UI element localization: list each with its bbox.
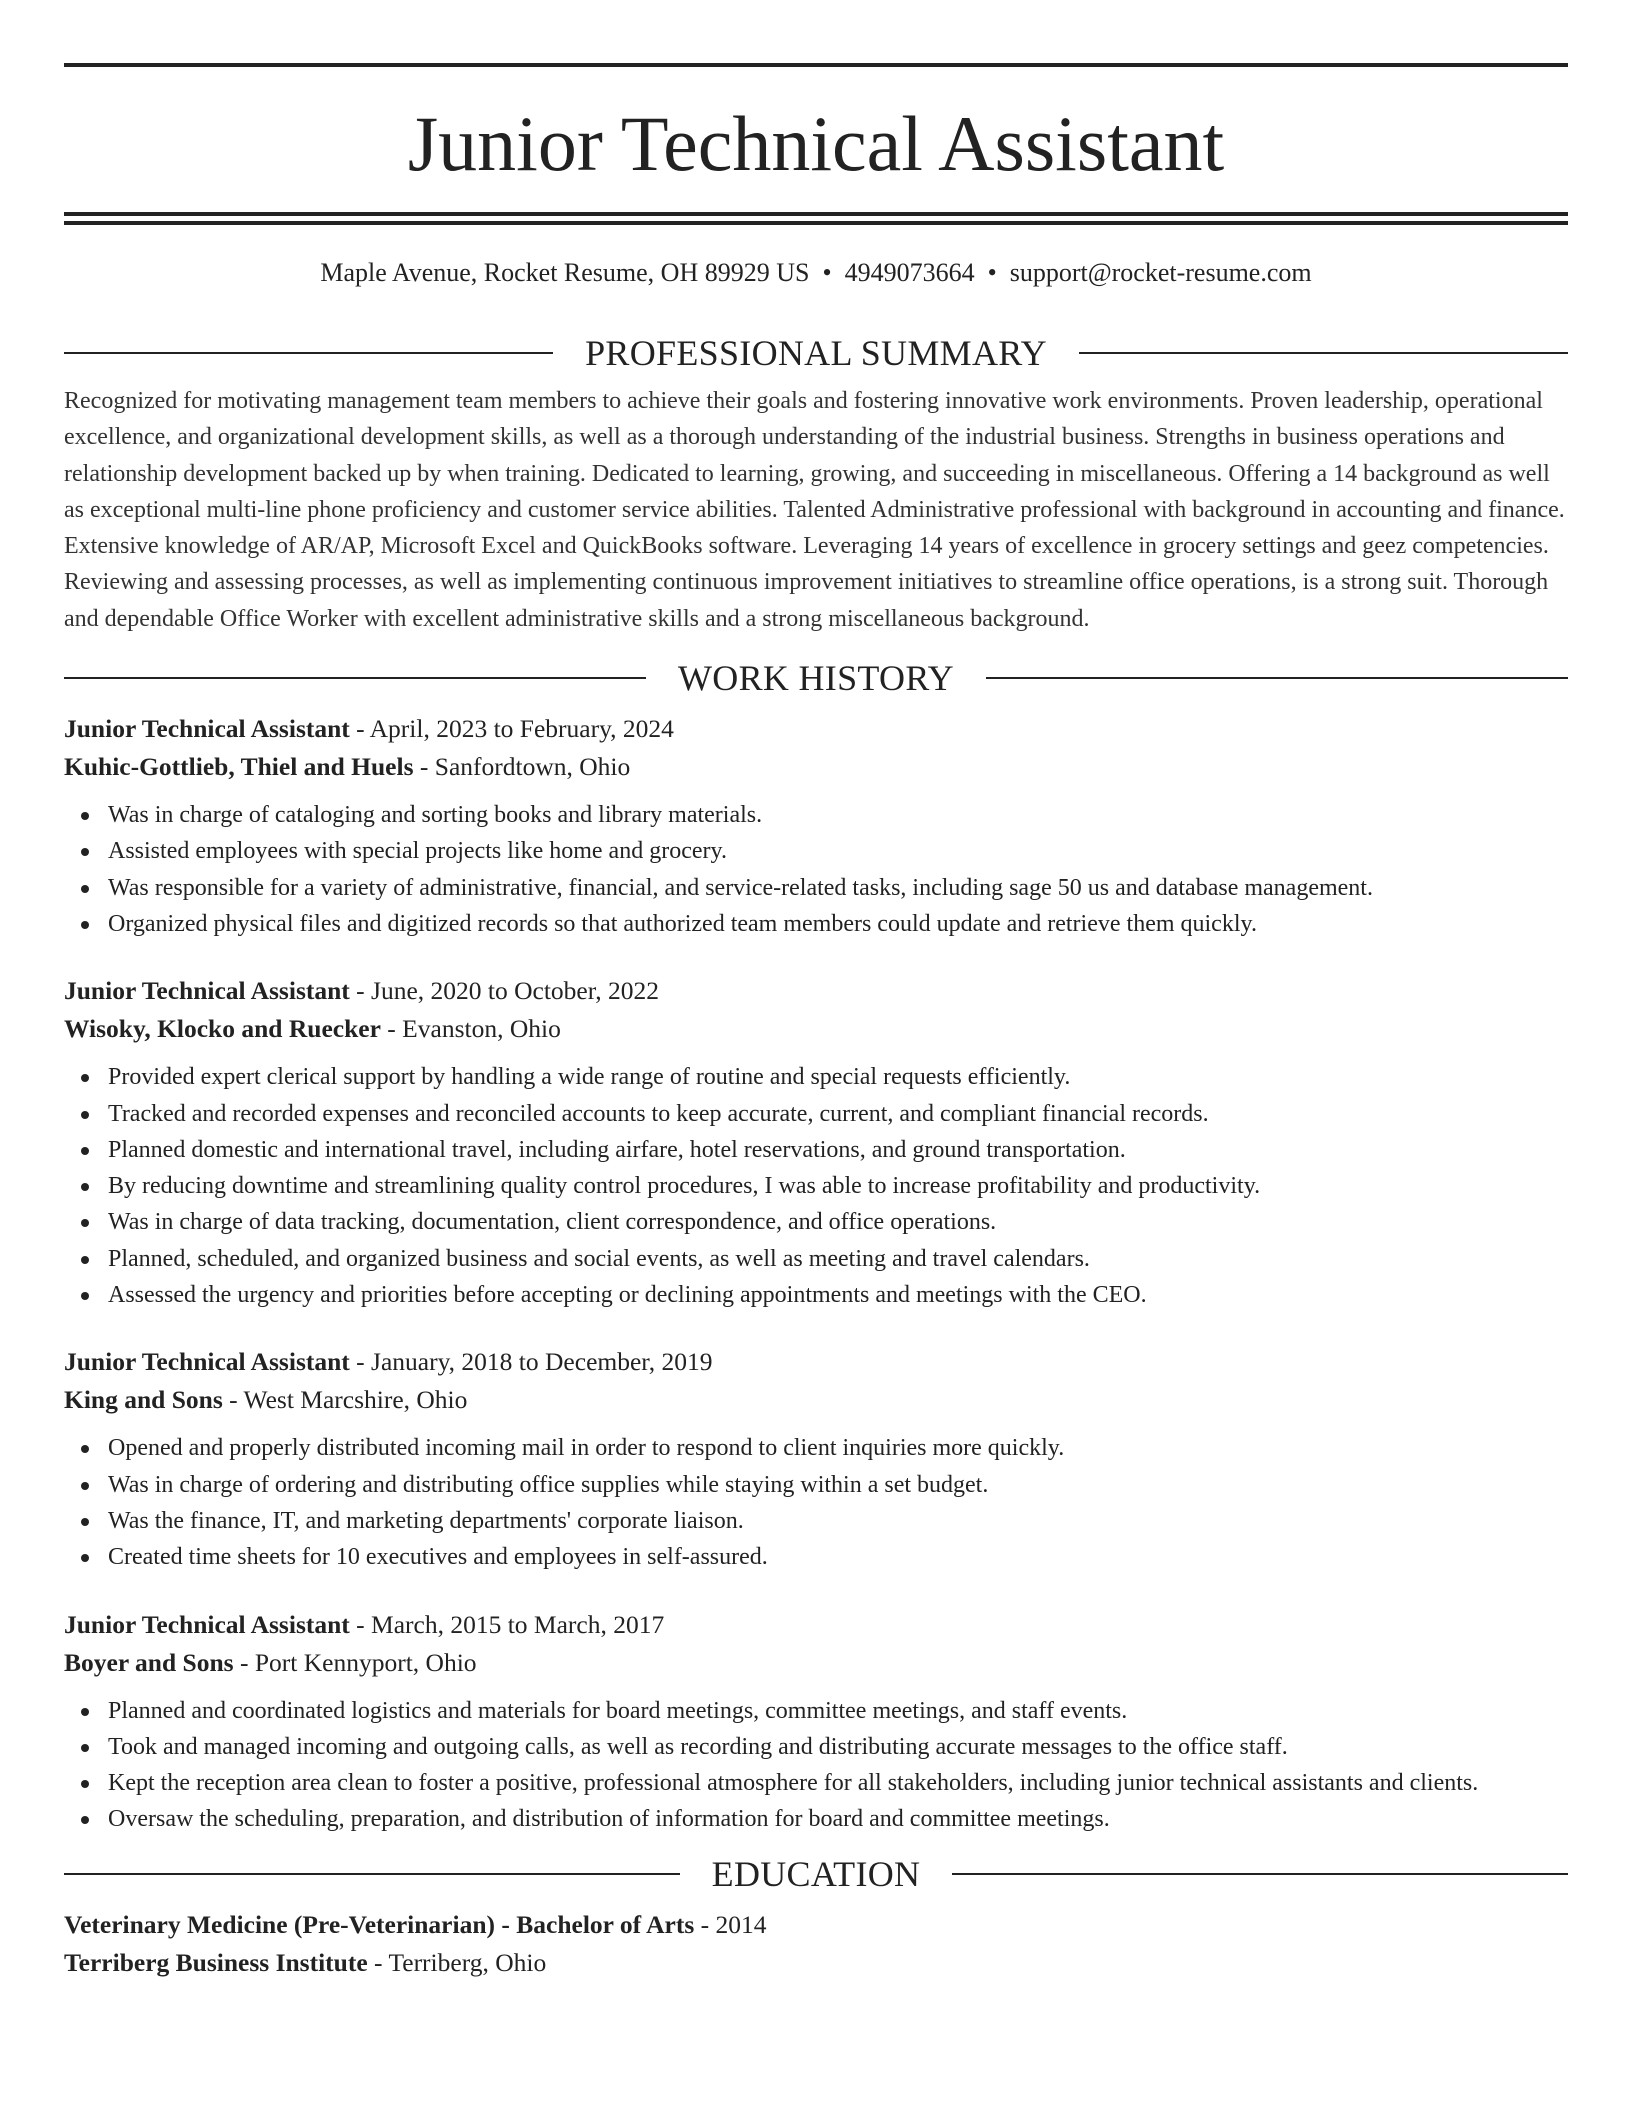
dash: - (694, 1909, 716, 1939)
dash: - (222, 1385, 244, 1415)
contact-separator: • (987, 258, 997, 287)
job-entry (64, 972, 1568, 1313)
dash: - (367, 1947, 389, 1977)
heading-rule-left (64, 677, 646, 679)
heading-rule-right (1079, 352, 1568, 354)
contact-email: support@rocket-resume.com (1009, 258, 1312, 287)
job-entry (64, 1343, 1568, 1575)
dash: - (349, 976, 372, 1006)
job-company: King and Sons (64, 1385, 223, 1415)
header-top-rule (64, 63, 1568, 67)
dash: - (349, 1347, 372, 1377)
job-bullet: Kept the reception area clean to foster a positive, professional atmosphere for all stakeholders, including junior technical assistants and clients. (108, 1765, 1568, 1801)
job-title: Junior Technical Assistant (64, 1347, 350, 1377)
dash: - (233, 1647, 255, 1677)
job-bullet: Organized physical files and digitized records so that authorized team members could update and retrieve them quickly. (108, 906, 1568, 942)
job-bullet: Assessed the urgency and priorities before accepting or declining appointments and meetings with the CEO. (108, 1277, 1568, 1313)
job-bullet-list (64, 797, 1568, 942)
job-location: Evanston, Ohio (402, 1014, 561, 1044)
education-section-heading (64, 1854, 1568, 1894)
job-company: Kuhic-Gottlieb, Thiel and Huels (64, 752, 414, 782)
job-bullet: Oversaw the scheduling, preparation, and distribution of information for board and committee meetings. (108, 1801, 1568, 1837)
contact-address: Maple Avenue, Rocket Resume, OH 89929 US (320, 258, 810, 287)
dash: - (349, 714, 370, 744)
education-school-line (64, 1944, 1568, 1982)
candidate-name: Junior Technical Assistant (407, 100, 1225, 187)
contact-separator: • (822, 258, 832, 287)
education-heading-label: EDUCATION (711, 1853, 921, 1894)
job-dates: January, 2018 to December, 2019 (371, 1347, 713, 1377)
education-entry (64, 1906, 1568, 1982)
job-bullet-list (64, 1059, 1568, 1313)
job-company-line (64, 748, 1568, 786)
job-company: Boyer and Sons (64, 1647, 234, 1677)
professional-summary-text: Recognized for motivating management team members to achieve their goals and fostering innovative work environments. Proven leadership, operational excellence, and organizational development skills, as well as a thorough understanding of the industrial business. Strengths in business operations and relationship development backed up by when training. Dedicated to learning, growing, and succeeding in miscellaneous. Offering a 14 background as well as exceptional multi-line phone proficiency and customer service abilities. Talented Administrative professional with background in accounting and finance. Extensive knowledge of AR/AP, Microsoft Excel and QuickBooks software. Leveraging 14 years of excellence in grocery settings and geez competencies. Reviewing and assessing processes, as well as implementing continuous improvement initiatives to streamline office operations, is a strong suit. Thorough and dependable Office Worker with excellent administrative skills and a strong miscellaneous background. (64, 388, 1565, 632)
dash: - (380, 1014, 403, 1044)
job-bullet: Was in charge of data tracking, documentation, client correspondence, and office operations. (108, 1204, 1568, 1240)
job-bullet: Was in charge of ordering and distributing office supplies while staying within a set budget. (108, 1467, 1568, 1503)
dash: - (413, 752, 435, 782)
header-double-rule (64, 212, 1568, 225)
job-bullet: Was the finance, IT, and marketing departments' corporate liaison. (108, 1503, 1568, 1539)
job-dates: April, 2023 to February, 2024 (369, 714, 674, 744)
job-title-line (64, 710, 1568, 748)
contact-phone: 4949073664 (844, 258, 975, 287)
job-bullet: Planned domestic and international travel, including airfare, hotel reservations, and ground transportation. (108, 1132, 1568, 1168)
job-bullet-list (64, 1693, 1568, 1838)
job-bullet: Planned and coordinated logistics and materials for board meetings, committee meetings, and staff events. (108, 1693, 1568, 1729)
heading-rule-left (64, 352, 553, 354)
summary-heading-label: PROFESSIONAL SUMMARY (585, 333, 1047, 373)
job-location: West Marcshire, Ohio (243, 1385, 468, 1415)
job-bullet-list (64, 1430, 1568, 1575)
dash: - (349, 1609, 372, 1639)
job-bullet: Assisted employees with special projects like home and grocery. (108, 833, 1568, 869)
job-entry (64, 710, 1568, 942)
job-title-line (64, 972, 1568, 1010)
job-company-line (64, 1010, 1568, 1048)
job-bullet: Took and managed incoming and outgoing calls, as well as recording and distributing accurate messages to the office staff. (108, 1729, 1568, 1765)
job-title-line (64, 1343, 1568, 1381)
job-bullet: By reducing downtime and streamlining quality control procedures, I was able to increase profitability and productivity. (108, 1168, 1568, 1204)
job-bullet: Was responsible for a variety of administrative, financial, and service-related tasks, including sage 50 us and database management. (108, 870, 1568, 906)
job-dates: March, 2015 to March, 2017 (371, 1609, 665, 1639)
heading-rule-right (986, 677, 1568, 679)
education-degree: Veterinary Medicine (Pre-Veterinarian) - Bachelor of Arts (64, 1909, 695, 1939)
work-history-section-heading (64, 658, 1568, 698)
education-location: Terriberg, Ohio (388, 1947, 547, 1977)
work-history-heading-label: WORK HISTORY (678, 658, 954, 699)
heading-rule-left (64, 1873, 680, 1875)
heading-rule-right (952, 1873, 1568, 1875)
job-bullet: Tracked and recorded expenses and reconciled accounts to keep accurate, current, and compliant financial records. (108, 1096, 1568, 1132)
education-year: 2014 (715, 1909, 767, 1939)
contact-line (64, 258, 1568, 288)
job-bullet: Created time sheets for 10 executives and employees in self-assured. (108, 1539, 1568, 1575)
job-location: Port Kennyport, Ohio (254, 1647, 477, 1677)
job-company: Wisoky, Klocko and Ruecker (64, 1014, 381, 1044)
job-title: Junior Technical Assistant (64, 1609, 350, 1639)
job-bullet: Planned, scheduled, and organized business and social events, as well as meeting and travel calendars. (108, 1241, 1568, 1277)
job-bullet: Opened and properly distributed incoming mail in order to respond to client inquiries more quickly. (108, 1430, 1568, 1466)
education-school: Terriberg Business Institute (64, 1947, 368, 1977)
job-title: Junior Technical Assistant (64, 976, 350, 1006)
job-title: Junior Technical Assistant (64, 714, 350, 744)
job-title-line (64, 1606, 1568, 1644)
job-bullet: Was in charge of cataloging and sorting books and library materials. (108, 797, 1568, 833)
job-location: Sanfordtown, Ohio (434, 752, 631, 782)
job-entry (64, 1606, 1568, 1838)
job-company-line (64, 1644, 1568, 1682)
summary-section-heading (64, 333, 1568, 373)
education-degree-line (64, 1906, 1568, 1944)
job-company-line (64, 1381, 1568, 1419)
job-bullet: Provided expert clerical support by handling a wide range of routine and special requests efficiently. (108, 1059, 1568, 1095)
job-dates: June, 2020 to October, 2022 (371, 976, 659, 1006)
